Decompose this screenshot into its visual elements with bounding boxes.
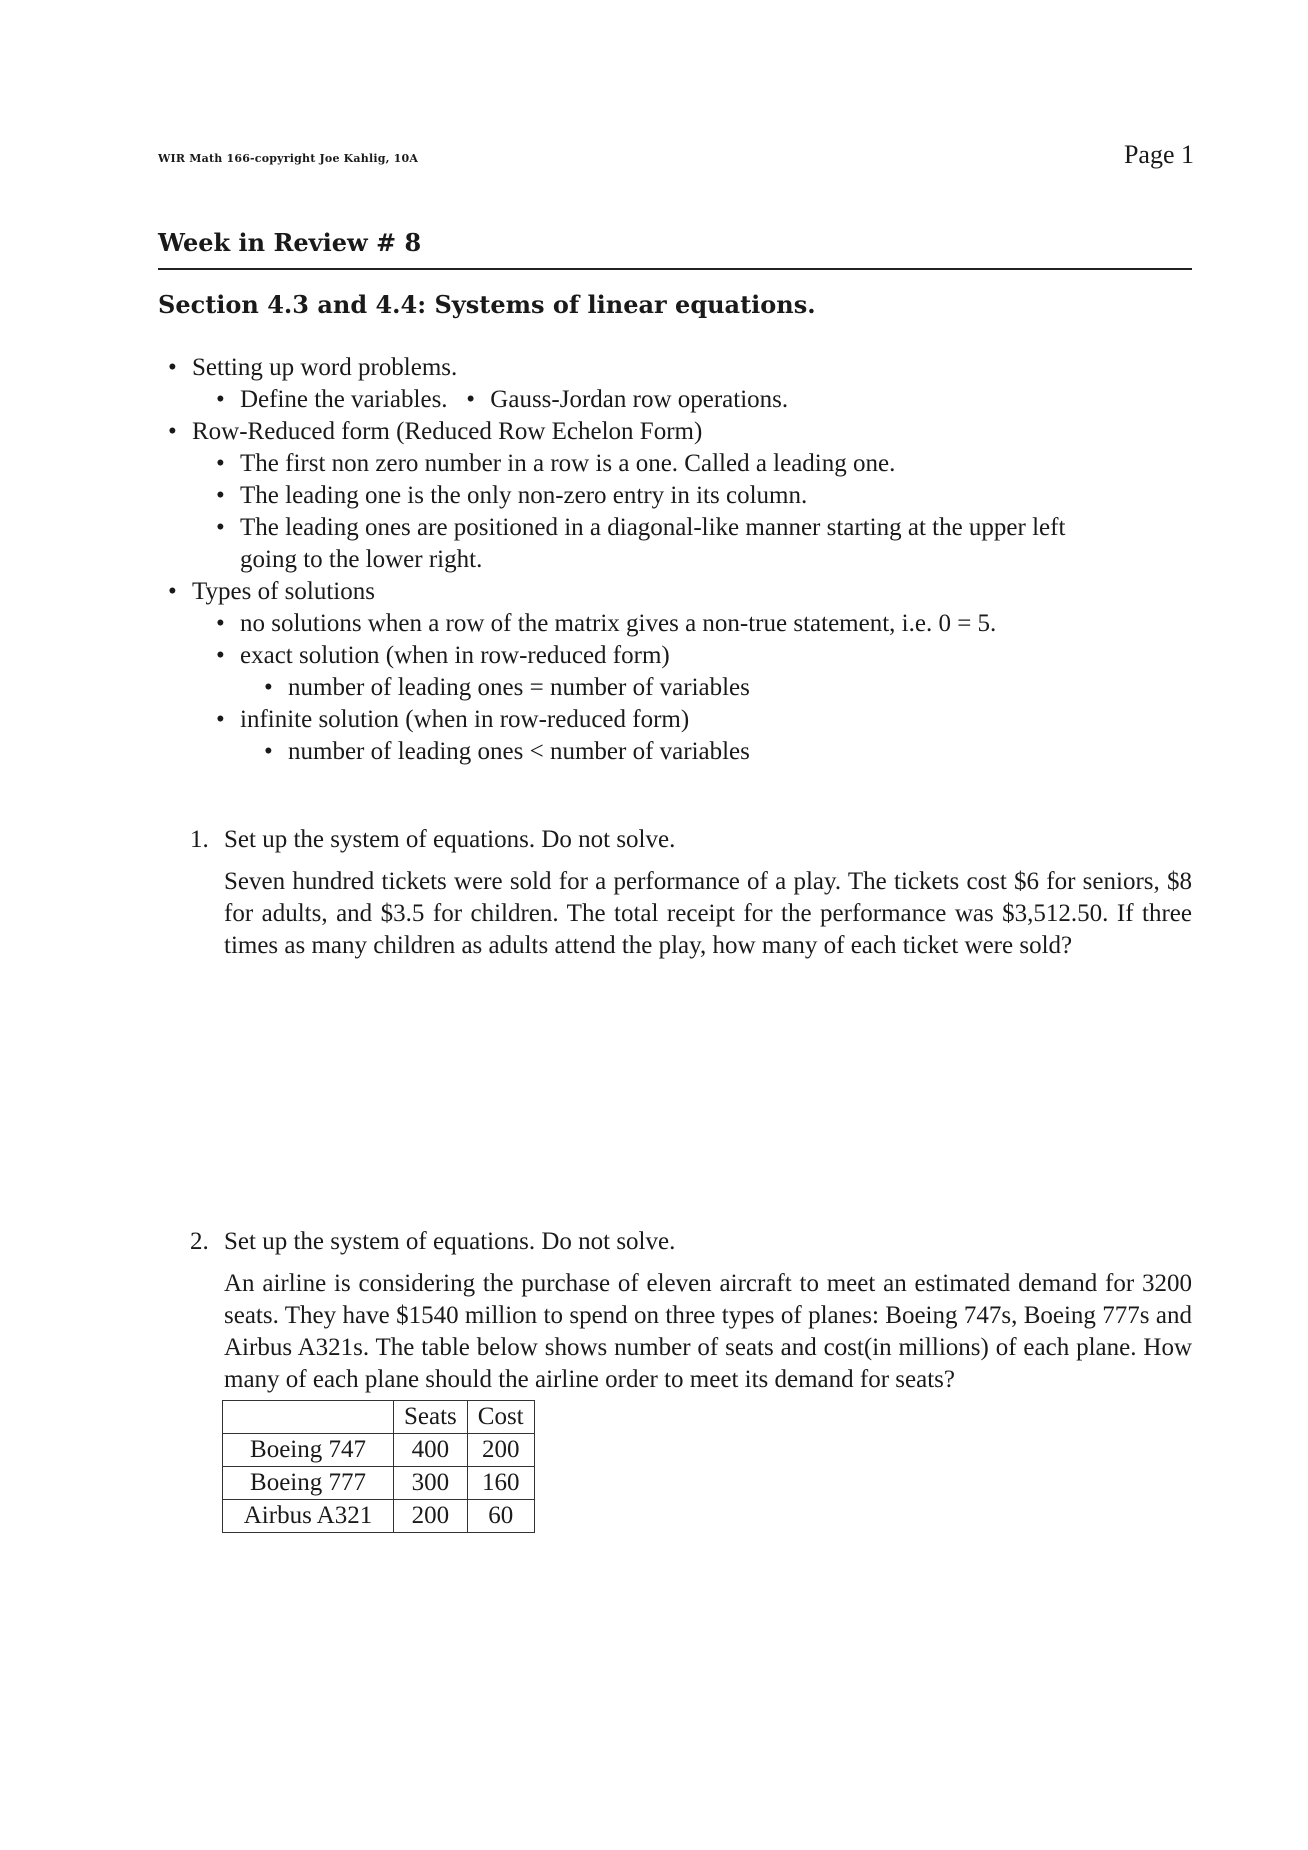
table-header-cell: Cost	[467, 1401, 534, 1434]
problem-instruction: 2. Set up the system of equations. Do not solve.	[190, 1226, 1192, 1258]
table-cell: Boeing 747	[223, 1434, 394, 1467]
bullet-icon: •	[466, 386, 476, 413]
bullet-icon: •	[216, 450, 225, 477]
bullet-icon: •	[216, 706, 225, 733]
problem-2	[190, 1226, 1192, 1533]
bullet-icon: •	[168, 418, 177, 445]
bullet-icon: •	[216, 642, 225, 669]
table-cell: Boeing 777	[223, 1467, 394, 1500]
list-item: • The leading ones are positioned in a diagonal-like manner starting at the upper left	[168, 512, 1065, 544]
bullet-icon: •	[264, 674, 273, 701]
problem-text: An airline is considering the purchase of eleven aircraft to meet an estimated demand for 3200 seats. They have $1540 million to spend on three types of planes: Boeing 747s, Boeing 777s and Airbus A321s. The table below shows number of seats and cost(in millions) of each plane. How many of each plane should the airline order to meet its demand for seats?	[224, 1270, 1192, 1393]
table-cell: 400	[394, 1434, 468, 1467]
table-cell: 200	[394, 1500, 468, 1533]
list-item: • Define the variables. • Gauss-Jordan row operations.	[168, 384, 1065, 416]
list-item: • Row-Reduced form (Reduced Row Echelon Form)	[168, 416, 1065, 448]
header-copyright: WIR Math 166-copyright Joe Kahlig, 10A	[158, 152, 419, 165]
list-item-continuation: going to the lower right.	[240, 546, 483, 573]
table-cell: 160	[467, 1467, 534, 1500]
summary-list	[168, 352, 1065, 768]
list-item: • The leading one is the only non-zero entry in its column.	[168, 480, 1065, 512]
section-heading: Section 4.3 and 4.4: Systems of linear equations.	[158, 290, 816, 319]
list-item: • number of leading ones = number of variables	[168, 672, 1065, 704]
bullet-icon: •	[216, 514, 225, 541]
list-item: • infinite solution (when in row-reduced form)	[168, 704, 1065, 736]
table-row	[223, 1434, 535, 1467]
table-row	[223, 1500, 535, 1533]
list-item: • The first non zero number in a row is a one. Called a leading one.	[168, 448, 1065, 480]
list-item: • Types of solutions	[168, 576, 1065, 608]
list-item: • exact solution (when in row-reduced form)	[168, 640, 1065, 672]
problem-instruction: 1. Set up the system of equations. Do not solve.	[190, 824, 1192, 856]
bullet-icon: •	[168, 578, 177, 605]
aircraft-table	[222, 1400, 535, 1533]
bullet-icon: •	[216, 482, 225, 509]
problem-number: 2.	[190, 1228, 209, 1255]
title-rule	[158, 268, 1192, 270]
page-title: Week in Review # 8	[158, 228, 422, 257]
list-item: • Setting up word problems.	[168, 352, 1065, 384]
bullet-icon: •	[216, 610, 225, 637]
table-header-cell: Seats	[394, 1401, 468, 1434]
table-cell: 200	[467, 1434, 534, 1467]
bullet-icon: •	[216, 386, 225, 413]
table-header-cell	[223, 1401, 394, 1434]
list-item: • number of leading ones < number of variables	[168, 736, 1065, 768]
table-header-row	[223, 1401, 535, 1434]
bullet-icon: •	[168, 354, 177, 381]
problem-1	[190, 824, 1192, 962]
problem-text: Seven hundred tickets were sold for a performance of a play. The tickets cost $6 for seniors, $8 for adults, and $3.5 for children. The total receipt for the performance was $3,512.50. If three times as many children as adults attend the play, how many of each ticket were sold?	[224, 868, 1192, 959]
list-item: • no solutions when a row of the matrix gives a non-true statement, i.e. 0 = 5.	[168, 608, 1065, 640]
table-cell: Airbus A321	[223, 1500, 394, 1533]
table-cell: 300	[394, 1467, 468, 1500]
page-number: Page 1	[1123, 140, 1194, 169]
bullet-icon: •	[264, 738, 273, 765]
table-row	[223, 1467, 535, 1500]
problem-number: 1.	[190, 826, 209, 853]
table-cell: 60	[467, 1500, 534, 1533]
